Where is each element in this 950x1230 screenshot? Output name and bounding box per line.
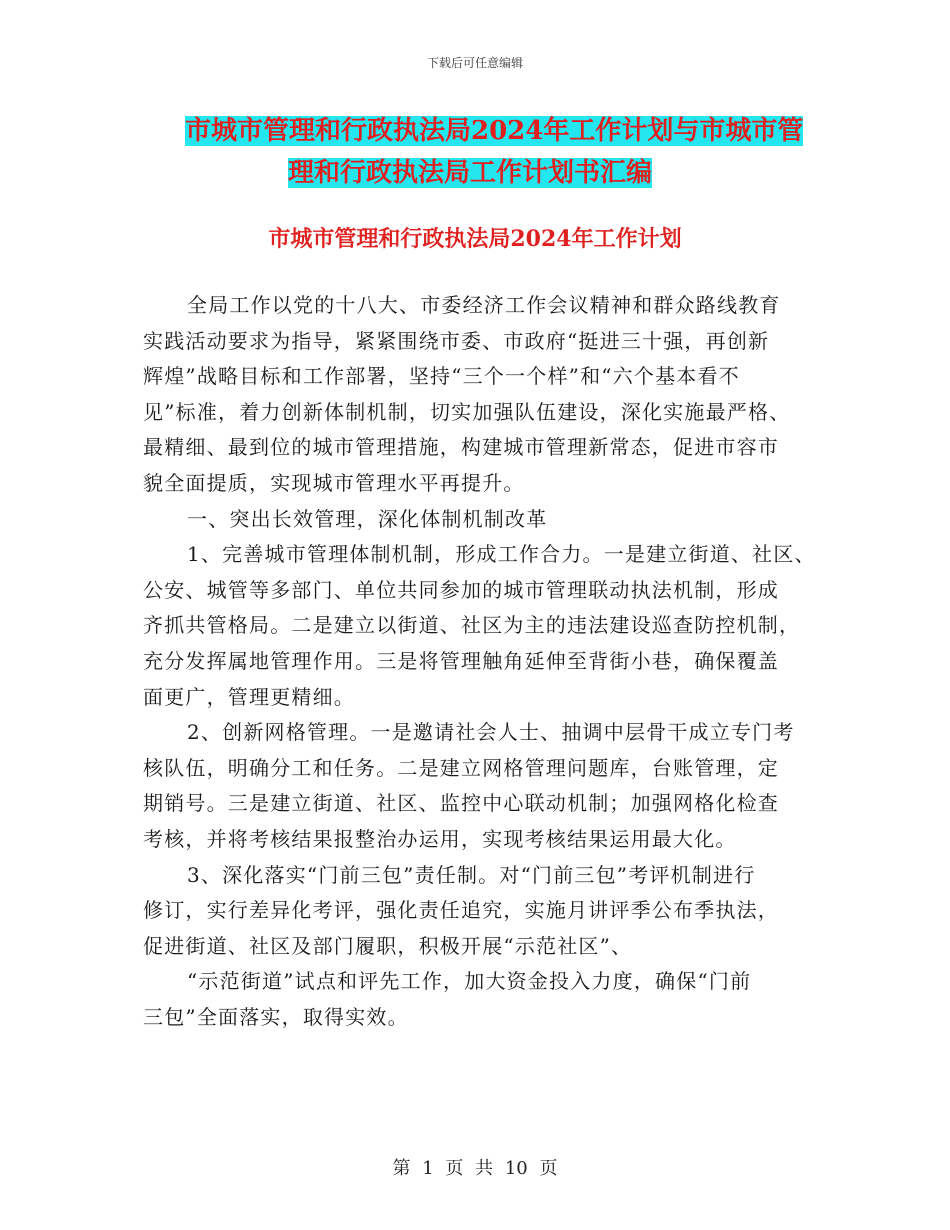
text-line: 1、完善城市管理体制机制，形成工作合力。一是建立街道、社区、 xyxy=(187,542,816,567)
text-line: 3、深化落实“门前三包”责任制。对“门前三包”考评机制进行 xyxy=(187,862,756,887)
page-number: 第 1 页 共 10 页 xyxy=(392,1158,558,1179)
text-line: 充分发挥属地管理作用。三是将管理触角延伸至背街小巷，确保覆盖 xyxy=(143,648,779,673)
text-line: 公安、城管等多部门、单位共同参加的城市管理联动执法机制，形成 xyxy=(143,577,779,602)
text-line: 一、突出长效管理，深化体制机制改革 xyxy=(187,506,548,531)
text-line: 全局工作以党的十八大、市委经济工作会议精神和群众路线教育 xyxy=(187,293,781,317)
text-line: 修订，实行差异化考评，强化责任追究，实施月讲评季公布季执法， xyxy=(143,898,779,923)
text-line: 促进街道、社区及部门履职，积极开展“示范社区”、 xyxy=(143,933,633,958)
text-line: 2、创新网格管理。一是邀请社会人士、抽调中层骨干成立专门考 xyxy=(187,720,795,745)
paragraph-item-3 xyxy=(143,858,823,1036)
text-line: 辉煌”战略目标和工作部署，坚持“三个一个样”和“六个基本看不 xyxy=(143,364,740,389)
section-heading-1 xyxy=(143,502,823,538)
text-line: 期销号。三是建立街道、社区、监控中心联动机制；加强网格化检查 xyxy=(143,791,779,816)
text-line: 实践活动要求为指导，紧紧围绕市委、市政府“挺进三十强，再创新 xyxy=(143,328,770,353)
text-line: 貌全面提质，实现城市管理水平再提升。 xyxy=(143,470,525,495)
text-line: 核队伍，明确分工和任务。二是建立网格管理问题库，台账管理，定 xyxy=(143,755,779,780)
text-line: 三包”全面落实，取得实效。 xyxy=(143,1004,409,1029)
text-line: 见”标准，着力创新体制机制，切实加强队伍建设，深化实施最严格、 xyxy=(143,399,791,424)
title-line-1: 市城市管理和行政执法局2024年工作计划与市城市管 xyxy=(185,116,804,146)
text-line: 最精细、最到位的城市管理措施，构建城市管理新常态，促进市容市 xyxy=(143,435,779,460)
text-line: “示范街道”试点和评先工作，加大资金投入力度，确保“门前 xyxy=(187,969,752,994)
document-title xyxy=(185,110,825,194)
paragraph-item-1 xyxy=(143,537,823,715)
title-line-2: 理和行政执法局工作计划书汇编 xyxy=(288,158,653,188)
text-line: 齐抓共管格局。二是建立以街道、社区为主的违法建设巡查防控机制， xyxy=(143,613,801,638)
header-note: 下载后可任意编辑 xyxy=(426,56,523,70)
document-body xyxy=(143,288,823,1035)
text-line: 考核，并将考核结果报整治办运用，实现考核结果运用最大化。 xyxy=(143,826,737,851)
paragraph-item-2 xyxy=(143,715,823,857)
paragraph-intro xyxy=(143,288,823,502)
text-line: 面更广，管理更精细。 xyxy=(143,684,355,709)
section-title: 市城市管理和行政执法局2024年工作计划 xyxy=(268,226,682,252)
